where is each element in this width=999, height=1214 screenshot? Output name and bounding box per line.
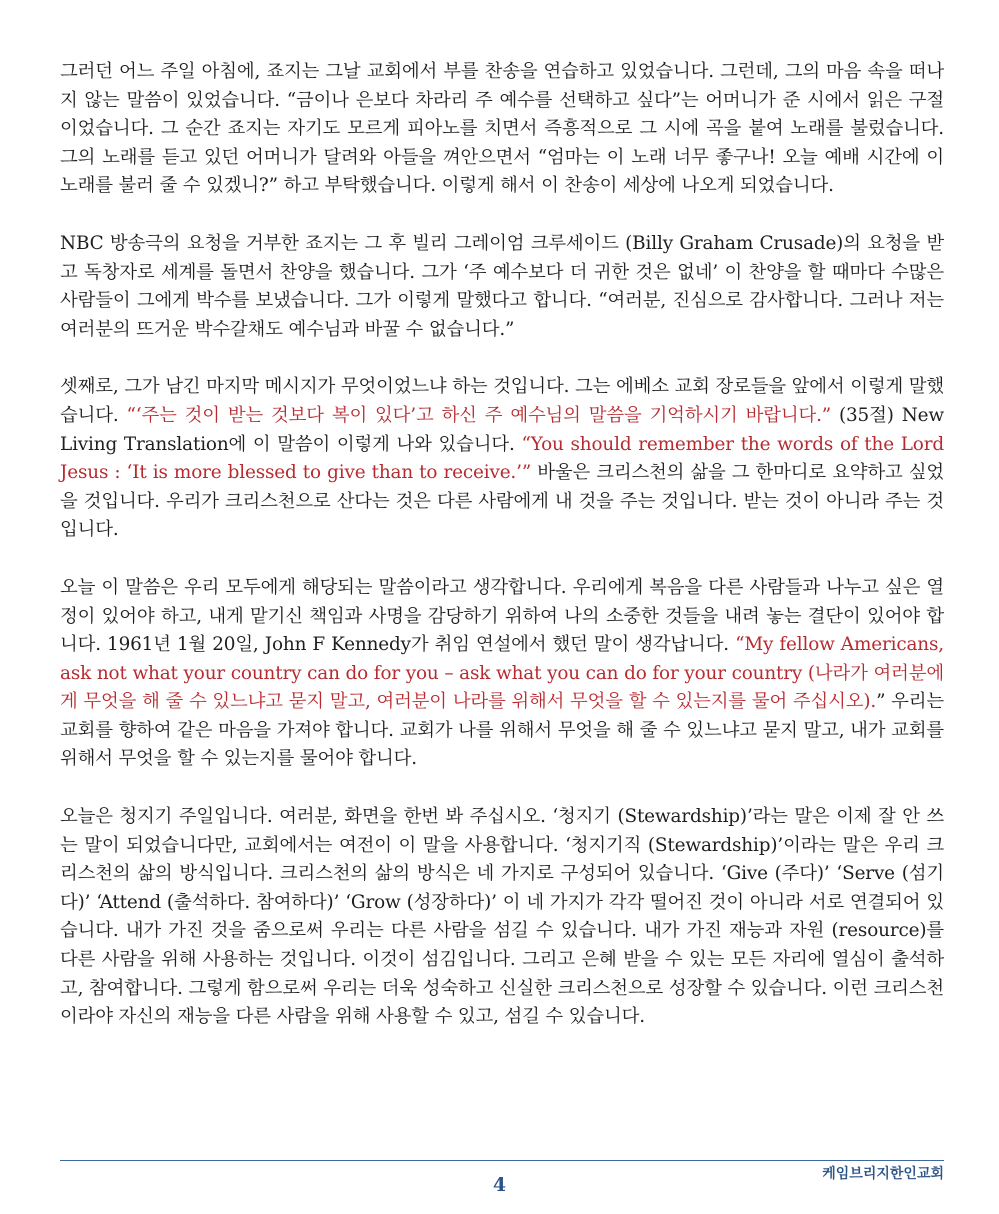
church-name: 케임브리지한인교회 — [822, 1166, 944, 1182]
paragraph-2 — [60, 230, 944, 344]
paragraph-text: 그러던 어느 주일 아침에, 죠지는 그날 교회에서 부를 찬송을 연습하고 있었습니다. 그런데, 그의 마음 속을 떠나지 않는 말씀이 있었습니다. “금이나 은보다 차라리 주 예수를 선택하고 싶다”는 어머니가 준 시에서 읽은 구절이었습니다. 그 순간 죠지는 자기도 모르게 피아노를 치면서 즉흥적으로 그 시에 곡을 붙여 노래를 불렀습니다. 그의 노래를 듣고 있던 어머니가 달려와 아들을 껴안으면서 “엄마는 이 노래 너무 좋구나! 오늘 예배 시간에 이 노래를 불러 줄 수 있겠니?” 하고 부탁했습니다. 이렇게 해서 이 찬송이 세상에 나오게 되었습니다. — [60, 61, 944, 197]
scripture-quote-english: “You should remember the words of the Lord Jesus : ‘It is more blessed to give than to receive.’” — [60, 433, 944, 484]
paragraph-text: ” 우리는 교회를 향하여 같은 마음을 가져야 합니다. 교회가 나를 위해서 무엇을 해 줄 수 있느냐고 묻지 말고, 내가 교회를 위해서 무엇을 할 수 있는지를 물어야 합니다. — [60, 691, 944, 770]
footer-divider — [60, 1160, 944, 1161]
paragraph-text: NBC 방송극의 요청을 거부한 죠지는 그 후 빌리 그레이엄 크루세이드 (Billy Graham Crusade)의 요청을 받고 독창자로 세계를 돌면서 찬양을 했습니다. 그가 ‘주 예수보다 더 귀한 것은 없네’ 이 찬양을 할 때마다 수많은 사람들이 그에게 박수를 보냈습니다. 그가 이렇게 말했다고 합니다. “여러분, 진심으로 감사합니다. 그러나 저는 여러분의 뜨거운 박수갈채도 예수님과 바꿀 수 없습니다.” — [60, 232, 944, 340]
paragraph-text: 오늘 이 말씀은 우리 모두에게 해당되는 말씀이라고 생각합니다. 우리에게 복음을 다른 사람들과 나누고 싶은 열정이 있어야 하고, 내게 맡기신 책임과 사명을 감당하기 위하여 나의 소중한 것들을 내려 놓는 결단이 있어야 합니다. 1961년 1월 20일, John F Kennedy가 취임 연설에서 했던 말이 생각납니다. — [60, 576, 944, 656]
paragraph-5 — [60, 803, 944, 1032]
paragraph-text: (35절) New Living Translation에 이 말씀이 이렇게 나와 있습니다. — [60, 404, 944, 455]
paragraph-4 — [60, 574, 944, 774]
paragraph-3 — [60, 373, 944, 545]
paragraph-text: 오늘은 청지기 주일입니다. 여러분, 화면을 한번 봐 주십시오. ‘청지기 (Stewardship)’라는 말은 이제 잘 안 쓰는 말이 되었습니다만, 교회에서는 여전이 이 말을 사용합니다. ‘청지기직 (Stewardship)’이라는 말은 우리 크리스천의 삶의 방식입니다. 크리스천의 삶의 방식은 네 가지로 구성되어 있습니다. ‘Give (주다)’ ‘Serve (섬기다)’ ‘Attend (출석하다. 참여하다)’ ‘Grow (성장하다)’ 이 네 가지가 각각 떨어진 것이 아니라 서로 연결되어 있습니다. 내가 가진 것을 줌으로써 우리는 다른 사람을 섬길 수 있습니다. 내가 가진 재능과 자원 (resource)를 다른 사람을 위해 사용하는 것입니다. 이것이 섬김입니다. 그리고 은혜 받을 수 있는 모든 자리에 열심이 출석하고, 참여합니다. 그렇게 함으로써 우리는 더욱 성숙하고 신실한 크리스천으로 성장할 수 있습니다. 이런 크리스천이라야 자신의 재능을 다른 사람을 위해 사용할 수 있고, 섬길 수 있습니다. — [60, 806, 944, 1028]
scripture-quote-korean: “‘주는 것이 받는 것보다 복이 있다’고 하신 주 예수님의 말씀을 기억하시기 바랍니다.” — [126, 404, 832, 426]
page-number: 4 — [492, 1174, 507, 1196]
paragraph-text: 바울은 크리스천의 삶을 그 한마디로 요약하고 싶었을 것입니다. 우리가 크리스천으로 산다는 것은 다른 사람에게 내 것을 주는 것입니다. 받는 것이 아니라 주는 것입니다. — [60, 462, 944, 541]
paragraph-text: 셋째로, 그가 남긴 마지막 메시지가 무엇이었느냐 하는 것입니다. 그는 에베소 교회 장로들을 앞에서 이렇게 말했습니다. — [60, 376, 944, 426]
sermon-body — [60, 58, 944, 1061]
kennedy-quote: “My fellow Americans, ask not what your country can do for you – ask what you can do for your country (나라가 여러분에게 무엇을 해 줄 수 있느냐고 묻지 말고, 여러분이 나라를 위해서 무엇을 할 수 있는지를 물어 주십시오). — [60, 634, 944, 713]
paragraph-1 — [60, 58, 944, 201]
